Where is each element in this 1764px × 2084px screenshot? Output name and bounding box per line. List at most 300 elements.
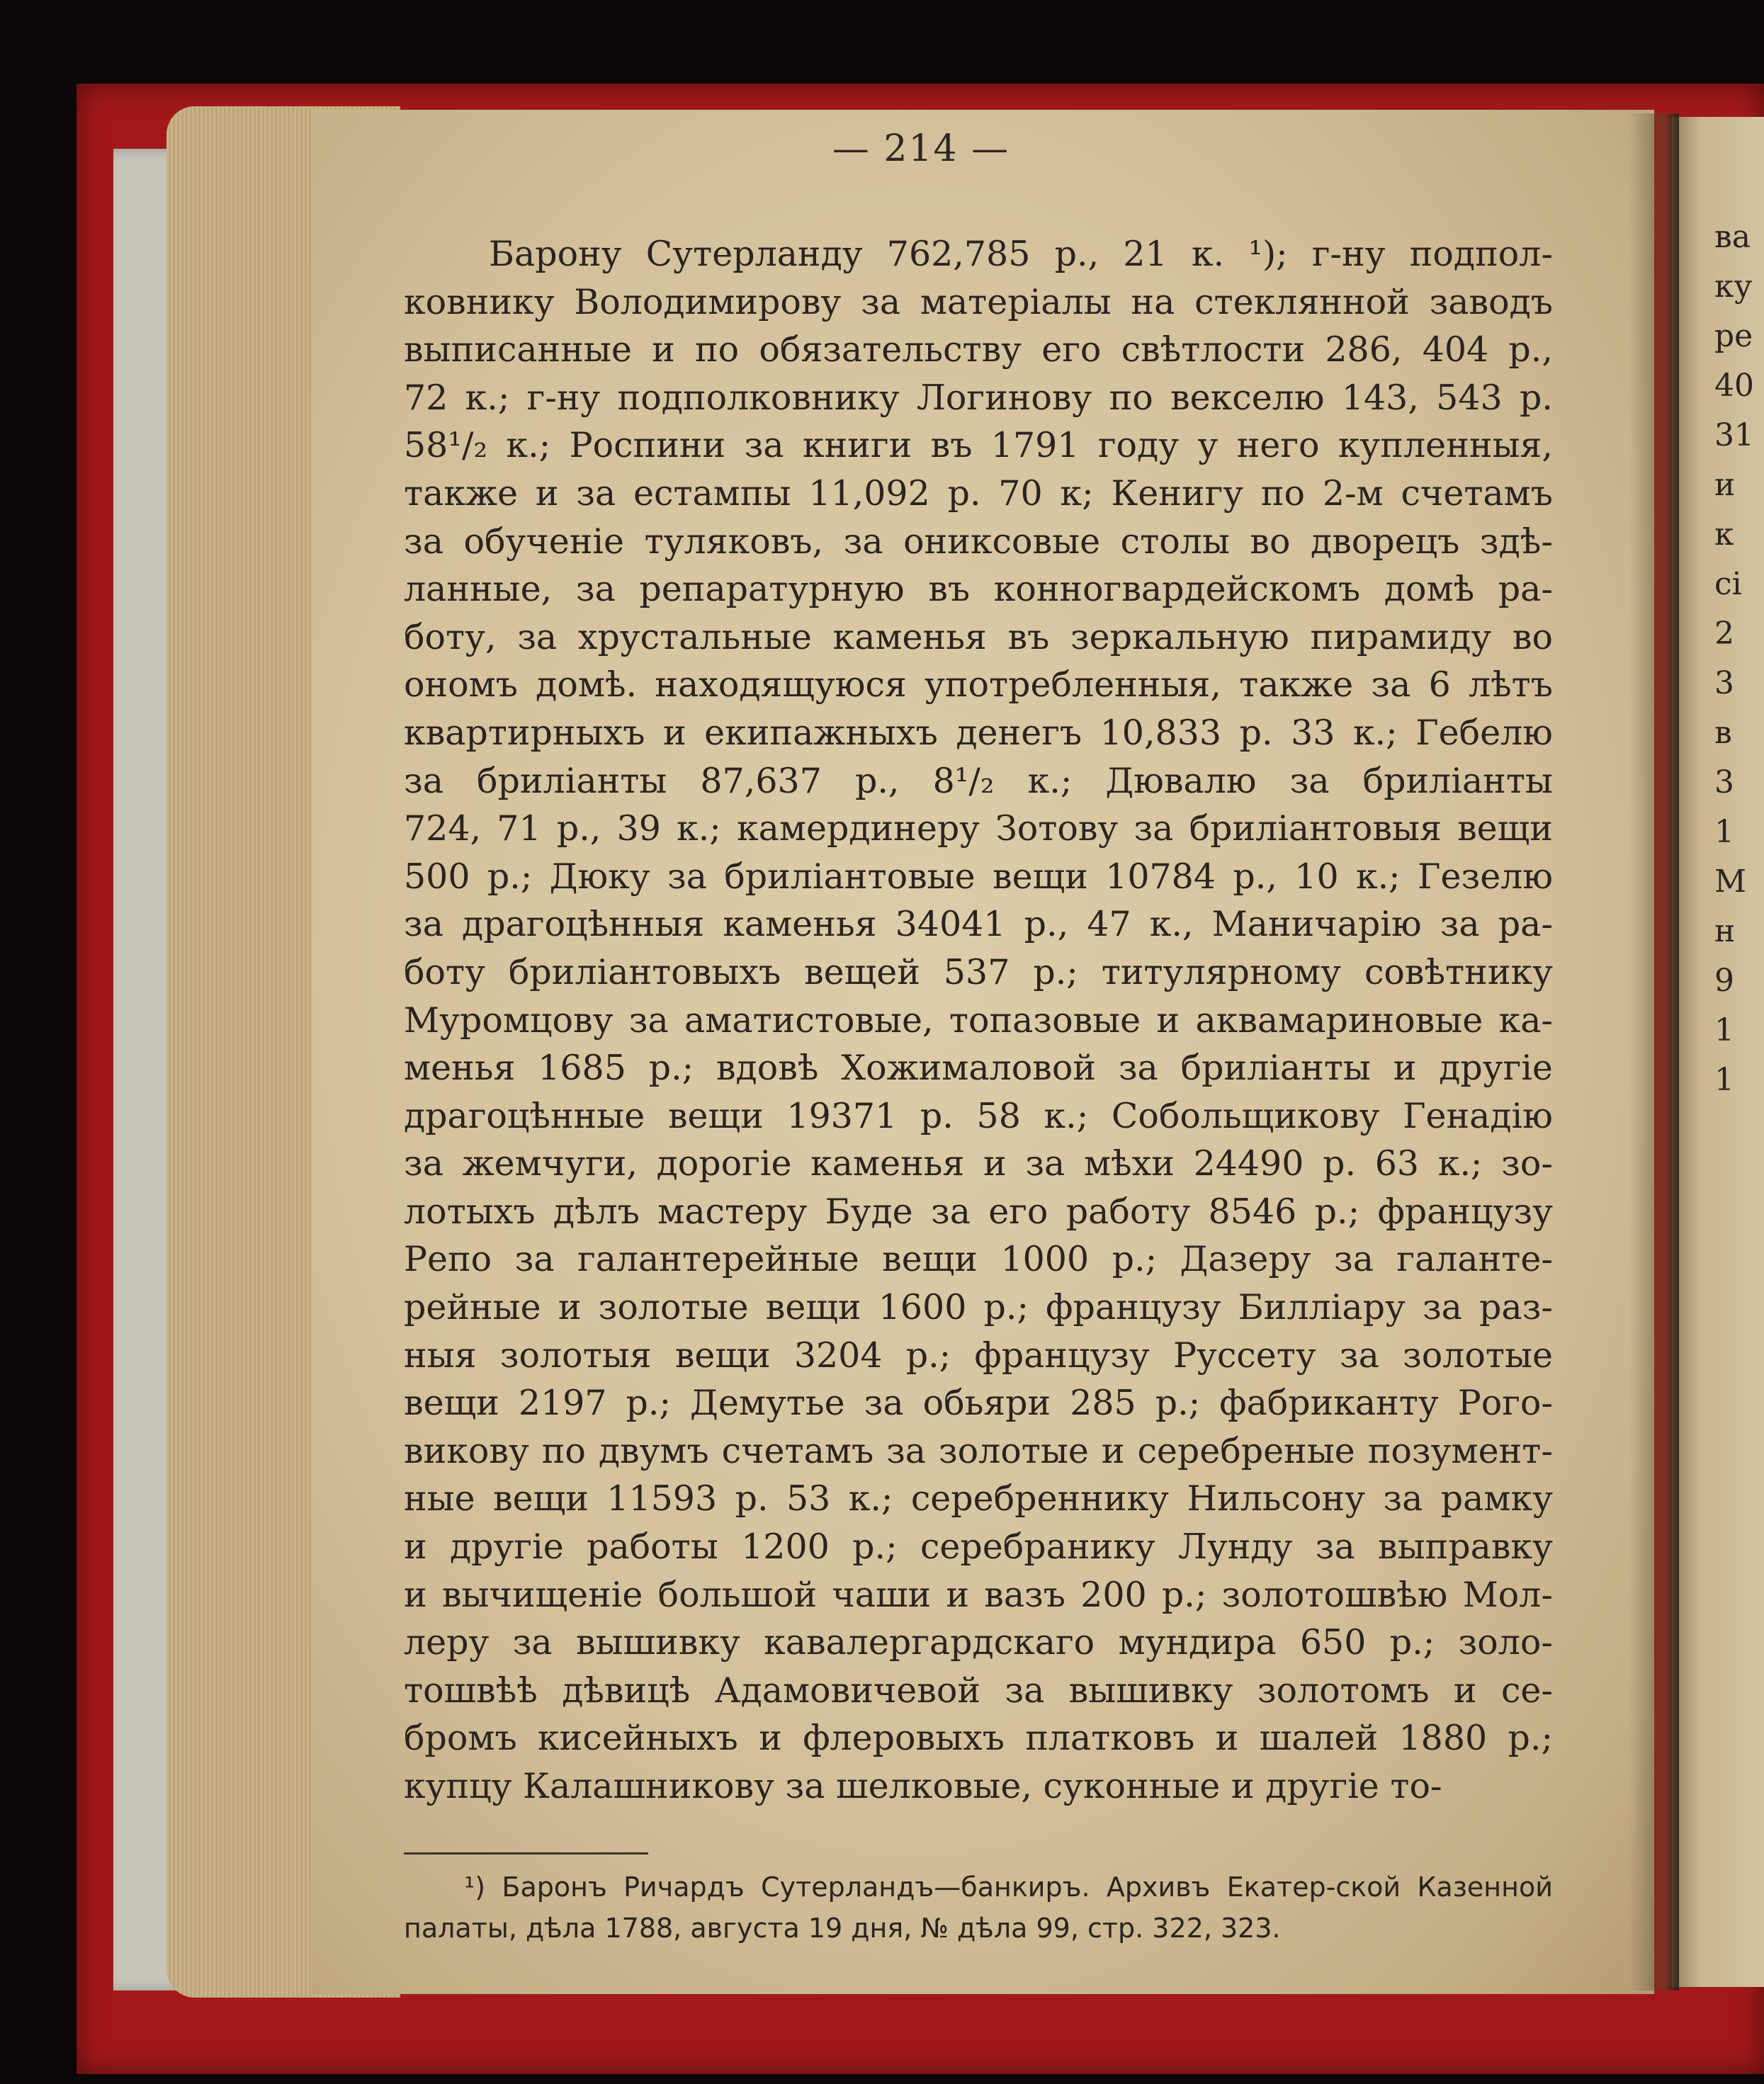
- word: к.;: [465, 377, 510, 418]
- word: квартирныхъ: [404, 712, 645, 753]
- word: серебреннику: [910, 1478, 1169, 1519]
- word: менья: [404, 1048, 516, 1089]
- text-line: [404, 757, 1553, 805]
- word: золотыя: [499, 1335, 652, 1376]
- word: Собольщикову: [1111, 1095, 1380, 1136]
- word: въ: [930, 425, 973, 466]
- word: 58¹/₂: [404, 425, 488, 466]
- word: и: [535, 472, 559, 514]
- word: другіе: [1439, 1048, 1553, 1089]
- word: за: [404, 1143, 443, 1184]
- word: французу: [1046, 1287, 1221, 1328]
- word: р.;: [983, 1287, 1029, 1328]
- word: за: [1371, 664, 1411, 706]
- word: к.;: [1355, 856, 1401, 897]
- word: 650: [1299, 1622, 1367, 1663]
- word: 11593: [606, 1478, 718, 1519]
- word: пирамиду: [1310, 616, 1492, 657]
- word: денегъ: [956, 712, 1082, 753]
- word: по: [1109, 377, 1153, 418]
- text-line: [404, 1044, 1553, 1092]
- word: 70: [998, 472, 1043, 514]
- word: мастеру: [657, 1191, 808, 1232]
- word: раз-: [1479, 1287, 1553, 1328]
- word: викову: [404, 1430, 529, 1471]
- word: и: [983, 1143, 1007, 1184]
- text-line: [404, 518, 1553, 566]
- word: за: [864, 1383, 904, 1424]
- word: Рого-: [1457, 1383, 1553, 1424]
- word: 33: [1291, 712, 1335, 753]
- text-line: [404, 326, 1553, 374]
- word: 47: [1087, 904, 1131, 945]
- word: фабриканту: [1219, 1383, 1439, 1424]
- word: позумент-: [1367, 1430, 1553, 1471]
- word: Сутерланду: [645, 234, 863, 274]
- word: за: [404, 904, 443, 945]
- word: р.;: [852, 1527, 898, 1568]
- word: за: [1025, 1143, 1065, 1184]
- word: Володимирову: [574, 281, 842, 322]
- word: счетамъ: [721, 1430, 874, 1471]
- word: вышивку: [1068, 1670, 1233, 1711]
- word: обученіе: [463, 521, 625, 562]
- word: зо-: [1501, 1143, 1553, 1184]
- word: французу: [974, 1335, 1150, 1376]
- word: во: [1512, 616, 1553, 657]
- word: вазъ: [984, 1574, 1065, 1615]
- word: кавалергардскаго: [764, 1622, 1095, 1663]
- word: кисейныхъ: [538, 1718, 738, 1759]
- facing-page-fragment: 3: [1714, 665, 1734, 701]
- word: р.,: [1508, 329, 1553, 370]
- text-line: [404, 278, 1553, 327]
- word: стеклянной: [1194, 281, 1410, 322]
- word: г-ну: [1311, 234, 1386, 274]
- word: золотые: [598, 1287, 749, 1328]
- word: и: [1215, 1718, 1239, 1759]
- word: р.,: [1024, 904, 1069, 945]
- word: вычищеніе: [441, 1574, 643, 1615]
- word: выправку: [1378, 1527, 1553, 1568]
- word: по: [541, 1430, 586, 1471]
- facing-page-fragment: 1: [1714, 1062, 1734, 1098]
- word: и: [1393, 1048, 1417, 1089]
- text-line: [404, 565, 1553, 613]
- word: се-: [1500, 1670, 1553, 1711]
- word: 8546: [1208, 1191, 1297, 1232]
- word: Кенигу: [1111, 472, 1244, 514]
- word: и: [1156, 999, 1180, 1041]
- word: за: [861, 281, 901, 322]
- word: 71: [497, 808, 541, 849]
- word: Логинову: [917, 377, 1092, 418]
- word: ковнику: [404, 281, 555, 322]
- word: работы: [587, 1527, 718, 1568]
- word: въ: [1007, 616, 1050, 657]
- word: репаратурную: [639, 569, 905, 610]
- word: вещи: [993, 856, 1088, 897]
- page-gutter: [1629, 113, 1679, 1990]
- word: тошвѣѣ: [404, 1670, 538, 1711]
- word: 2-м: [1322, 472, 1384, 514]
- word: топазовые: [949, 999, 1141, 1041]
- word: и: [652, 329, 675, 370]
- word: к.;: [1027, 760, 1073, 801]
- word: мундира: [1118, 1622, 1277, 1663]
- footnote-divider: [404, 1852, 648, 1854]
- word: Зотову: [995, 808, 1119, 849]
- word: к.;: [848, 1478, 893, 1519]
- word: 11,092: [808, 472, 930, 514]
- word: рамку: [1440, 1478, 1553, 1519]
- word: Дювалю: [1105, 760, 1257, 801]
- facing-page-fragment: 2: [1714, 616, 1734, 652]
- word: 543: [1436, 377, 1503, 418]
- text-line: [404, 1188, 1553, 1236]
- word: аквамариновые: [1195, 999, 1483, 1041]
- word: находящуюся: [655, 664, 907, 706]
- word: рейные: [404, 1287, 541, 1328]
- word: Сутерландъ—банкиръ.: [761, 1871, 1090, 1903]
- word: за: [628, 999, 669, 1041]
- word: к;: [1060, 472, 1094, 514]
- page-number: — 214 —: [832, 128, 1010, 170]
- word: к.,: [1149, 904, 1194, 945]
- word: также: [404, 472, 519, 514]
- word: естампы: [633, 472, 791, 514]
- word: 39: [616, 808, 661, 849]
- word: 72: [404, 377, 448, 418]
- word: камердинеру: [737, 808, 980, 849]
- word: р.;: [1389, 1622, 1435, 1663]
- word: бромъ: [404, 1718, 517, 1759]
- word: р.;: [1112, 1239, 1158, 1280]
- text-line: [404, 1619, 1553, 1667]
- word: здѣ-: [1479, 521, 1553, 562]
- word: шалей: [1259, 1718, 1379, 1759]
- word: Лунду: [1177, 1527, 1293, 1568]
- word: вещи: [765, 1287, 861, 1328]
- word: 1000: [1000, 1239, 1090, 1280]
- word: Казенной: [1417, 1871, 1553, 1903]
- word: Барону: [489, 234, 622, 274]
- word: за: [1339, 1335, 1379, 1376]
- word: счетамъ: [1401, 472, 1553, 514]
- word: 1685: [538, 1048, 626, 1089]
- word: за: [1005, 1670, 1045, 1711]
- text-line: [404, 997, 1553, 1045]
- word: р.: [1519, 377, 1553, 418]
- word: р.;: [1314, 1191, 1360, 1232]
- word: за: [1315, 1527, 1355, 1568]
- body-text: [404, 230, 1553, 1811]
- word: золо-: [1458, 1622, 1553, 1663]
- word: к.;: [677, 808, 721, 849]
- word: ониксовые: [903, 521, 1101, 562]
- text-line: [404, 1284, 1553, 1332]
- word: 34041: [895, 904, 1006, 945]
- word: за: [1289, 760, 1330, 801]
- word: бриліантовыхъ: [508, 951, 781, 992]
- word: Дазеру: [1180, 1239, 1311, 1280]
- word: р.;: [1161, 1574, 1207, 1615]
- word: другіе: [450, 1527, 564, 1568]
- word: ра-: [1498, 569, 1553, 610]
- word: флеровыхъ: [803, 1718, 1005, 1759]
- word: Демутье: [690, 1383, 845, 1424]
- word: 1880: [1398, 1718, 1488, 1759]
- word: р.: [1323, 1143, 1357, 1184]
- word: р.;: [1155, 1383, 1201, 1424]
- word: р.: [735, 1478, 769, 1519]
- word: Архивъ: [1106, 1871, 1211, 1903]
- word: Муромцову: [404, 999, 614, 1041]
- text-line: [404, 853, 1553, 901]
- word: за: [514, 1239, 555, 1280]
- word: 1200: [741, 1527, 830, 1568]
- word: векселю: [1170, 377, 1325, 418]
- word: матеріалы: [920, 281, 1112, 322]
- word: 21: [1123, 234, 1167, 274]
- word: ¹);: [1248, 234, 1288, 274]
- word: ка-: [1498, 999, 1553, 1041]
- text-line: [404, 1140, 1553, 1188]
- text-line: [404, 709, 1553, 757]
- word: платковъ: [1025, 1718, 1195, 1759]
- word: р.,: [1233, 856, 1277, 897]
- word: каменья: [832, 616, 987, 657]
- word: к.;: [1044, 1095, 1089, 1136]
- word: двумъ: [598, 1430, 709, 1471]
- word: на: [1131, 281, 1175, 322]
- facing-page-fragment: в: [1714, 715, 1732, 751]
- word: 762,785: [886, 234, 1031, 274]
- facing-page-fragment: 1: [1714, 1012, 1734, 1048]
- word: бриліантовые: [724, 856, 976, 897]
- word: серебранику: [920, 1527, 1155, 1568]
- word: конногвардейскомъ: [993, 569, 1361, 610]
- word: дворецъ: [1311, 521, 1460, 562]
- word: за: [1118, 1048, 1158, 1089]
- word: золотые: [938, 1430, 1089, 1471]
- word: Хожималовой: [841, 1048, 1097, 1089]
- word: Ричардъ: [623, 1871, 745, 1903]
- word: и: [404, 1527, 427, 1568]
- word: Роспини: [569, 425, 726, 466]
- word: дорогіе: [656, 1143, 792, 1184]
- word: 8¹/₂: [932, 760, 995, 801]
- word: большой: [657, 1574, 818, 1615]
- word: за: [843, 521, 883, 562]
- facing-page-fragment: ре: [1714, 318, 1753, 354]
- word: аматистовые,: [684, 999, 934, 1041]
- text-line: [404, 805, 1553, 853]
- word: 286,: [1325, 329, 1403, 370]
- word: вещи: [404, 1383, 499, 1424]
- word: и: [1453, 1670, 1477, 1711]
- word: 3204: [793, 1335, 883, 1376]
- facing-page-fragment: 40: [1714, 368, 1754, 404]
- word: Генадію: [1403, 1095, 1553, 1136]
- word: р.: [947, 472, 981, 514]
- word: него: [1236, 425, 1320, 466]
- word: употребленныя,: [925, 664, 1221, 706]
- text-line: [404, 948, 1553, 997]
- text-line: [404, 421, 1553, 470]
- facing-page-fragment: ку: [1714, 268, 1753, 305]
- word: за: [576, 472, 616, 514]
- facing-page-fragment: М: [1714, 863, 1747, 900]
- word: бриліанты: [1180, 1048, 1371, 1089]
- word: Дюку: [549, 856, 650, 897]
- word: Нильсону: [1187, 1478, 1365, 1519]
- word: французу: [1377, 1191, 1553, 1232]
- word: за: [575, 569, 616, 610]
- word: р.;: [648, 1048, 694, 1089]
- word: галанте-: [1396, 1239, 1553, 1280]
- word: лотыхъ: [404, 1191, 536, 1232]
- word: 2197: [518, 1383, 607, 1424]
- word: 500: [404, 856, 470, 897]
- word: 10,833: [1099, 712, 1222, 753]
- word: Адамовичевой: [714, 1670, 981, 1711]
- word: лѣтъ: [1468, 664, 1553, 706]
- word: Мол-: [1462, 1574, 1553, 1615]
- facing-page-fragment: сі: [1714, 566, 1742, 602]
- word: 537: [943, 951, 1010, 992]
- word: жемчуги,: [462, 1143, 638, 1184]
- footnote-line: палаты, дѣла 1788, августа 19 дня, № дѣла 99, стр. 322, 323.: [404, 1913, 1281, 1944]
- word: Репо: [404, 1239, 492, 1280]
- word: вышивку: [575, 1622, 740, 1663]
- word: во: [1250, 521, 1291, 562]
- word: к.;: [1352, 712, 1398, 753]
- word: за: [744, 425, 784, 466]
- word: р.;: [487, 856, 533, 897]
- word: 10784: [1105, 856, 1216, 897]
- word: его: [988, 1191, 1048, 1232]
- word: Руссету: [1173, 1335, 1316, 1376]
- word: 285: [1070, 1383, 1136, 1424]
- word: р.,: [854, 760, 900, 801]
- word: свѣтлости: [1121, 329, 1306, 370]
- word: драгоцѣнныя: [462, 904, 705, 945]
- word: 1791: [990, 425, 1080, 466]
- word: Екатер-ской: [1226, 1871, 1401, 1903]
- word: мѣхи: [1083, 1143, 1175, 1184]
- footnote: [404, 1867, 1553, 1949]
- word: вещи: [667, 1095, 764, 1136]
- word: за: [930, 1191, 971, 1232]
- word: дѣвицѣ: [562, 1670, 691, 1711]
- word: вещей: [804, 951, 920, 992]
- word: каменья: [723, 904, 877, 945]
- word: за: [404, 521, 443, 562]
- word: за: [667, 856, 707, 897]
- word: за: [1334, 1239, 1374, 1280]
- word: вещи: [882, 1239, 978, 1280]
- word: екипажныхъ: [704, 712, 938, 753]
- text-line: [404, 1427, 1553, 1476]
- word: р.;: [1033, 951, 1078, 992]
- word: вдовѣ: [716, 1048, 819, 1089]
- word: году: [1097, 425, 1180, 466]
- word: за: [404, 760, 443, 801]
- facing-page-fragment: 3: [1714, 764, 1734, 800]
- text-line: [404, 1092, 1553, 1140]
- text-line: [404, 374, 1553, 422]
- word: подпол-: [1409, 234, 1553, 274]
- word: титулярному: [1101, 951, 1341, 992]
- word: за: [512, 1622, 553, 1663]
- word: 404: [1422, 329, 1489, 370]
- text-line: [404, 900, 1553, 948]
- word: леру: [404, 1622, 490, 1663]
- word: золотомъ: [1257, 1670, 1430, 1711]
- word: за: [886, 1430, 927, 1471]
- footnote-line: [404, 1867, 1553, 1908]
- word: за: [1422, 1287, 1462, 1328]
- text-line: купцу Калашникову за шелковые, суконные и другіе то-: [404, 1766, 1442, 1806]
- text-line: [404, 1475, 1553, 1523]
- text-line: [404, 613, 1553, 662]
- word: столы: [1120, 521, 1230, 562]
- text-line: [404, 661, 1553, 709]
- word: Баронъ: [502, 1871, 607, 1903]
- word: Билліару: [1238, 1287, 1406, 1328]
- facing-page-fragment: 31: [1714, 417, 1754, 453]
- word: обязательству: [759, 329, 1022, 370]
- word: р.: [1239, 712, 1273, 753]
- word: заводъ: [1429, 281, 1553, 322]
- text-line: [404, 1523, 1553, 1571]
- word: 19371: [786, 1095, 898, 1136]
- word: Маничарію: [1211, 904, 1422, 945]
- word: р.,: [1054, 234, 1099, 274]
- word: книги: [802, 425, 912, 466]
- word: 10: [1294, 856, 1339, 897]
- word: его: [1041, 329, 1102, 370]
- facing-page-fragment: 9: [1714, 963, 1734, 999]
- facing-page-fragment: 1: [1714, 814, 1734, 850]
- text-line: [404, 1235, 1553, 1284]
- word: р.;: [905, 1335, 951, 1376]
- word: р.;: [626, 1383, 671, 1424]
- word: золотые: [1403, 1335, 1553, 1376]
- word: 24490: [1193, 1143, 1304, 1184]
- word: 6: [1428, 664, 1451, 706]
- word: ра-: [1498, 904, 1553, 945]
- word: и: [759, 1718, 782, 1759]
- facing-page-fragment: н: [1714, 913, 1736, 949]
- word: р.,: [556, 808, 601, 849]
- text-line: [404, 1714, 1553, 1762]
- facing-page-fragment: к: [1714, 516, 1734, 553]
- word: по: [694, 329, 740, 370]
- word: г-ну: [526, 377, 601, 418]
- word: 1600: [878, 1287, 967, 1328]
- word: серебреные: [1137, 1430, 1355, 1471]
- word: чаши: [832, 1574, 932, 1615]
- word: и: [662, 712, 686, 753]
- word: Гебелю: [1415, 712, 1553, 753]
- word: бриліанты: [1362, 760, 1553, 801]
- word: и: [1101, 1430, 1125, 1471]
- word: к.;: [506, 425, 551, 466]
- word: 143,: [1341, 377, 1419, 418]
- word: р.;: [1508, 1718, 1553, 1759]
